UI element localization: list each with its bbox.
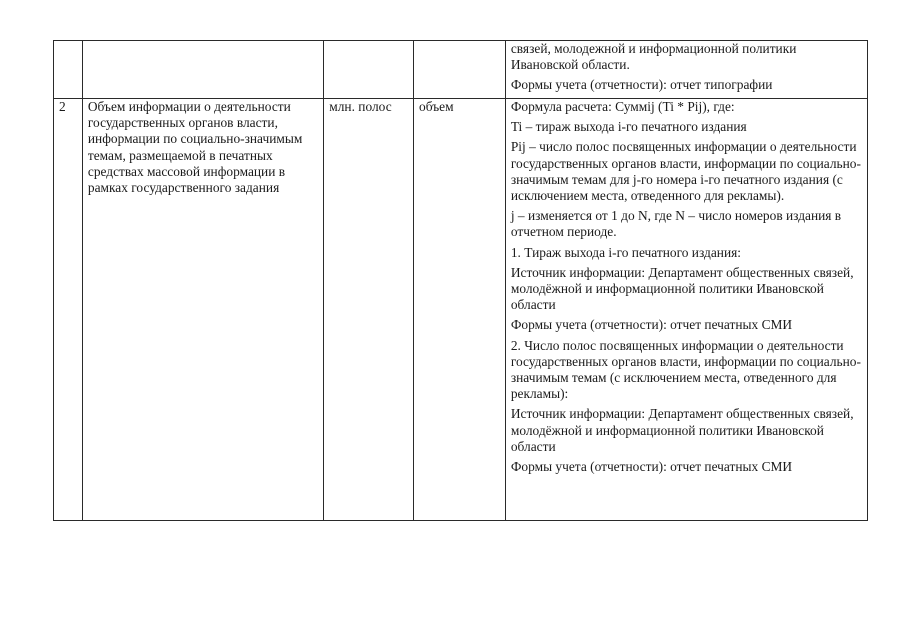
unit-cell [324, 41, 414, 99]
row-number-cell: 2 [54, 99, 83, 521]
formula-paragraph: Источник информации: Департамент общественных связей, молодёжной и информационной политики Ивановской области [510, 406, 854, 454]
formula-paragraph: Источник информации: Департамент общественных связей, молодёжной и информационной политики Ивановской области [510, 264, 854, 313]
formula-paragraph: связей, молодежной и информационной политики Ивановской области. [510, 41, 797, 73]
indicators-table [53, 40, 868, 521]
indicator-cell: Объем информации о деятельности государственных органов власти, информации по социально-значимым темам, размещаемой в печатных средствах массовой информации в рамках государственного задания [82, 99, 323, 521]
formula-paragraph: Pij – число полос посвященных информации о деятельности государственных органов власти, информации по социально-значимым темам для j-го номера i-го печатного издания (с исключением места, отведенного для рекламы). [510, 139, 861, 204]
formula-paragraph: j – изменяется от 1 до N, где N – число номеров издания в отчетном периоде. [510, 208, 842, 240]
indicator-cell [82, 41, 323, 99]
formula-paragraph: Ti – тираж выхода i-го печатного издания [510, 119, 747, 135]
table-row [54, 41, 868, 99]
row-number-cell [54, 41, 83, 99]
formula-paragraph: 1. Тираж выхода i-го печатного издания: [510, 244, 741, 260]
formula-paragraph: Формы учета (отчетности): отчет типографии [510, 77, 773, 93]
formula-cell [505, 41, 867, 99]
type-cell [414, 41, 506, 99]
formula-paragraph: Формы учета (отчетности): отчет печатных СМИ [510, 317, 793, 333]
formula-paragraph: Формула расчета: Суммij (Ti * Pij), где: [510, 99, 735, 114]
unit-cell: млн. полос [324, 99, 414, 521]
formula-paragraph: Формы учета (отчетности): отчет печатных СМИ [510, 459, 793, 475]
formula-cell [505, 99, 867, 521]
formula-paragraph: 2. Число полос посвященных информации о деятельности государственных органов власти, информации по социально-значимым темам (с исключением места, отведенного для рекламы): [510, 337, 861, 402]
table-row [54, 99, 868, 521]
type-cell: объем [414, 99, 506, 521]
